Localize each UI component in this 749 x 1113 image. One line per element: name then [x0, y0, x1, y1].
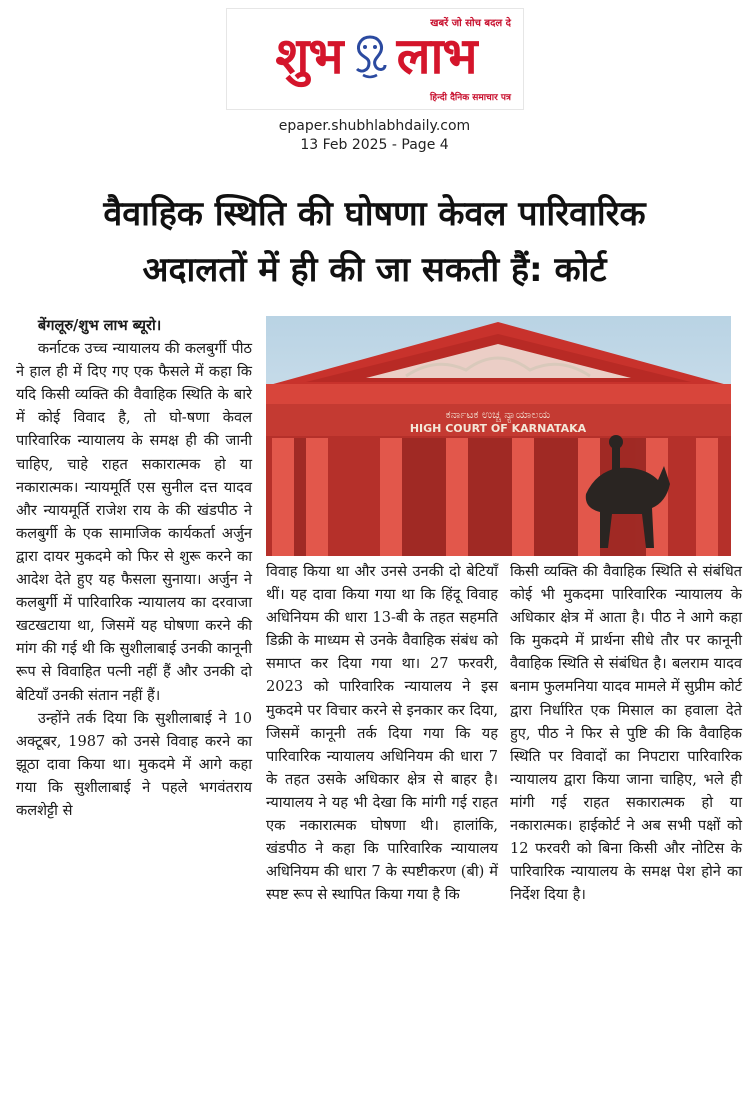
byline: बेंगलूरु/शुभ लाभ ब्यूरो।: [37, 317, 162, 334]
ganesha-logo-icon: [347, 31, 393, 81]
article-column-1: [16, 314, 252, 822]
court-sign-kannada: ಕರ್ನಾಟಕ ಉಚ್ಚ ನ್ಯಾಯಾಲಯ: [445, 408, 551, 421]
article-paragraph: विवाह किया था और उनसे उनकी दो बेटियाँ थीं। यह दावा किया गया था कि हिंदू विवाह अधिनियम की धारा 13-बी के तहत सहमति डिक्री के माध्यम से उनके वैवाहिक संबंध को समाप्त कर दिया गया था। 27 फरवरी, 2023 को पारिवारिक न्यायालय ने इस मुकदमे पर विचार करने से इनकार कर दिया, जिसमें कानूनी तर्क दिया गया कि यह पारिवारिक न्यायालय अधिनियम की धारा 7 के तहत उसके अधिकार क्षेत्र से बाहर है। न्यायालय ने यह भी देखा कि मांगी गई राहत एक नकारात्मक घोषणा थी। हालांकि, खंडपीठ ने कहा कि पारिवारिक न्यायालय अधिनियम की धारा 7 के स्पष्टीकरण (बी) में स्पष्ट रूप से स्थापित किया गया है कि: [266, 563, 498, 904]
headline-line-2: अदालतों में ही की जा सकती हैं: कोर्ट: [142, 250, 607, 290]
logo-word-left: शुभ: [275, 26, 343, 85]
article-column-3: [510, 560, 742, 906]
masthead-logo-wordmark: [233, 23, 519, 89]
article-paragraph: किसी व्यक्ति की वैवाहिक स्थिति से संबंधित कोई भी मुकदमा पारिवारिक न्यायालय के अधिकार क्षेत्र में आता है। पीठ ने आगे कहा कि मुकदमे में प्रार्थना सीधे तौर पर कानूनी वैवाहिक स्थिति से संबंधित है। बलराम यादव बनाम फुलमनिया यादव मामले में सुप्रीम कोर्ट द्वारा निर्धारित एक मिसाल का हवाला देते हुए, पीठ ने फिर से पुष्टि की कि वैवाहिक स्थिति पर विवादों का निपटारा पारिवारिक न्यायालय द्वारा किया जाना चाहिए, भले ही मांगी गई राहत सकारात्मक हो या नकारात्मक। हाईकोर्ट ने अब सभी पक्षों को 12 फरवरी को बिना किसी और नोटिस के पारिवारिक न्यायालय के समक्ष पेश होने का निर्देश दिया है।: [510, 563, 742, 904]
logo-word-right: लाभ: [396, 26, 477, 85]
masthead-tagline-bottom: हिन्दी दैनिक समाचार पत्र: [429, 93, 511, 103]
article-paragraph: कर्नाटक उच्च न्यायालय की कलबुर्गी पीठ ने हाल ही में दिए गए एक फैसले में कहा कि यदि किसी व्यक्ति की वैवाहिक स्थिति के बारे में कोई विवाद है, तो घो-षणा केवल पारिवारिक न्यायालय के समक्ष ही की जानी चाहिए, चाहे राहत सकारात्मक हो या नकारात्मक। न्यायमूर्ति एस सुनील दत्त यादव और न्यायमूर्ति राजेश राय के की खंडपीठ ने कलबुर्गी के एक सामाजिक कार्यकर्ता अर्जुन द्वारा दायर मुकदमे को फिर से शुरू करने का आदेश देते हुए यह फैसला सुनाया। अर्जुन ने कलबुर्गी में पारिवारिक न्यायालय का दरवाजा खटखटाया था, जिसमें यह घोषणा करने की मांग की गई थी कि सुशीलाबाई उनकी कानूनी रूप से विवाहित पत्नी नहीं हैं और उनकी दो बेटियाँ उनकी संतान नहीं हैं।: [16, 340, 252, 704]
headline: [10, 186, 739, 298]
article-paragraph: उन्होंने तर्क दिया कि सुशीलाबाई ने 10 अक्टूबर, 1987 को उनसे विवाह करने का झूठा दावा किया था। मुकदमे में आगे कहा गया कि सुशीलाबाई ने पहले भगवंतराय कलशेट्टी से: [16, 709, 252, 819]
headline-line-1: वैवाहिक स्थिति की घोषणा केवल पारिवारिक: [103, 194, 646, 234]
high-court-building-image: [266, 316, 731, 556]
source-url: epaper.shubhlabhdaily.com: [278, 118, 471, 134]
court-sign-english: HIGH COURT OF KARNATAKA: [409, 422, 587, 435]
article-column-2: [266, 560, 498, 906]
source-date: 13 Feb 2025 - Page 4: [300, 137, 449, 153]
court-photo: [266, 316, 731, 556]
masthead-tagline-top: खबरें जो सोच बदल दे: [430, 18, 511, 29]
masthead-logo: [226, 8, 524, 110]
